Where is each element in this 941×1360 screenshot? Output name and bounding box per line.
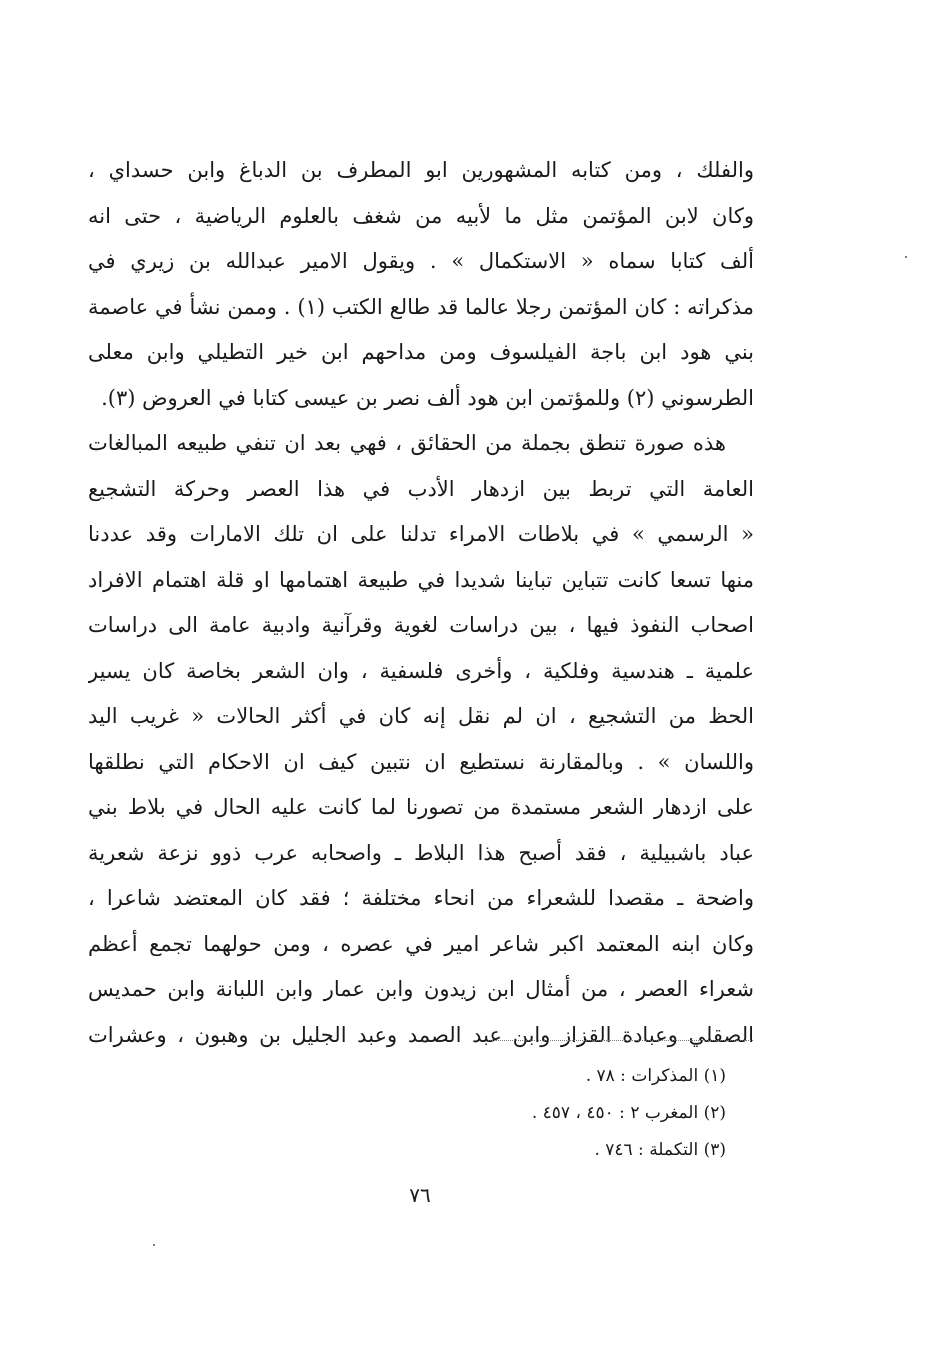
text-line: عباد باشبيلية ، فقد أصبح هذا البلاط ـ واصحابه عرب ذوو نزعة شعرية — [88, 840, 754, 865]
text-line: والفلك ، ومن كتابه المشهورين ابو المطرف بن الدباغ وابن حسداي ، — [88, 158, 754, 182]
text-line: ألف كتابا سماه « الاستكمال » . ويقول الامير عبدالله بن زيري في — [88, 249, 754, 273]
text-line: « الرسمي » في بلاطات الامراء تدلنا على ان تلك الامارات وقد عددنا — [88, 522, 754, 546]
text-line: على ازدهار الشعر مستمدة من تصورنا لما كانت عليه الحال في بلاط بني — [88, 795, 754, 819]
text-line: واضحة ـ مقصدا للشعراء من انحاء مختلفة ؛ فقد كان المعتضد شاعرا ، — [88, 886, 754, 910]
text-line: علمية ـ هندسية وفلكية ، وأخرى فلسفية ، وان الشعر بخاصة كان يسير — [88, 658, 754, 683]
text-line: الطرسوني (٢) وللمؤتمن ابن هود ألف نصر بن عيسى كتابا في العروض (٣). — [101, 385, 754, 410]
footnotes — [380, 1058, 726, 1169]
text-line: شعراء العصر ، من أمثال ابن زيدون وابن عمار وابن اللبانة وابن حمديس — [88, 977, 754, 1001]
footnote: (١) المذكرات : ٧٨ . — [585, 1066, 726, 1086]
text-line: الصقلي وعبادة القزاز وابن عبد الصمد وعبد الجليل بن وهبون ، وعشرات — [88, 1022, 754, 1047]
text-line: وكان ابنه المعتمد اكبر شاعر امير في عصره ، ومن حولهما تجمع أعظم — [88, 931, 754, 956]
text-line: بني هود ابن باجة الفيلسوف ومن مداحهم ابن خير التطيلي وابن معلى — [88, 340, 754, 364]
scan-speck — [153, 1244, 155, 1246]
footnote: (٢) المغرب ٢ : ٤٥٠ ، ٤٥٧ . — [531, 1103, 726, 1123]
main-text — [88, 148, 754, 1058]
footnote-separator — [488, 1040, 753, 1041]
text-line: العامة التي تربط بين ازدهار الأدب في هذا العصر وحركة التشجيع — [88, 476, 754, 501]
text-line: وكان لابن المؤتمن مثل ما لأبيه من شغف بالعلوم الرياضية ، حتى انه — [88, 203, 754, 228]
text-line: واللسان » . وبالمقارنة نستطيع ان نتبين كيف ان الاحكام التي نطلقها — [88, 749, 754, 774]
scan-speck — [905, 256, 907, 258]
text-line: مذكراته : كان المؤتمن رجلا عالما قد طالع الكتب (١) . وممن نشأ في عاصمة — [88, 294, 754, 319]
text-line: الحظ من التشجيع ، ان لم نقل إنه كان في أكثر الحالات « غريب اليد — [88, 704, 754, 728]
text-line: منها تسعا كانت تتباين تباينا شديدا في طبيعة اهتمامها او قلة اهتمام الافراد — [88, 567, 754, 592]
footnote: (٣) التكملة : ٧٤٦ . — [594, 1140, 726, 1160]
text-line: اصحاب النفوذ فيها ، بين دراسات لغوية وقرآنية وادبية عامة الى دراسات — [88, 613, 754, 637]
page-number: ٧٦ — [409, 1183, 431, 1207]
text-line: هذه صورة تنطق بجملة من الحقائق ، فهي بعد ان تنفي طبيعه المبالغات — [88, 431, 726, 455]
